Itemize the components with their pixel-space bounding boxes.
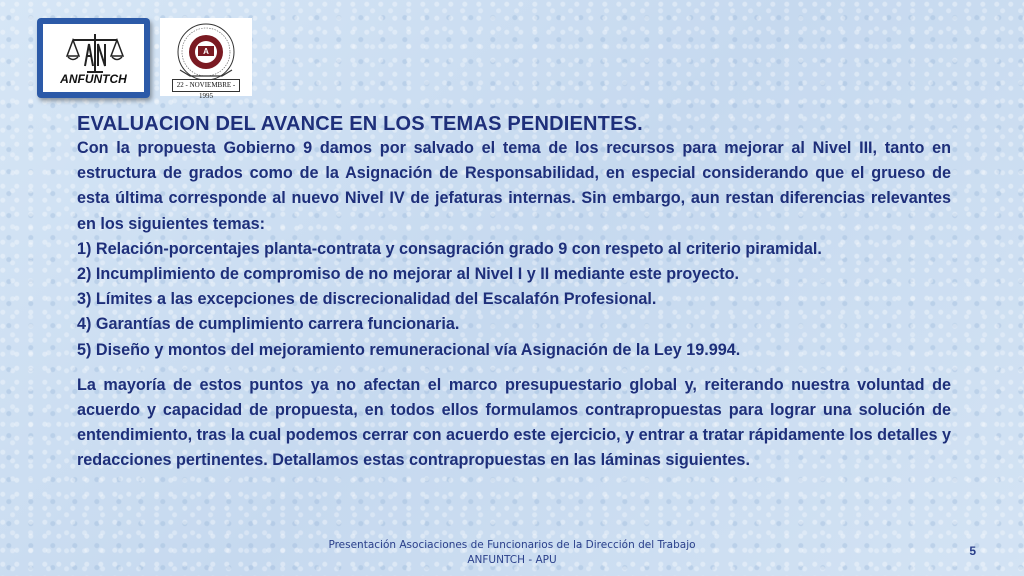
intro-paragraph: Con la propuesta Gobierno 9 damos por salvado el tema de los recursos para mejorar al Nivel III, tanto en estructura de grados como de la Asignación de Responsabilidad, en especial considerando que el grueso de esta última corresponde al nuevo Nivel IV de jefaturas internas. Sin embargo, aun restan diferencias relevantes en los siguientes temas: [77,139,951,233]
footer-line-1: Presentación Asociaciones de Funcionarios de la Dirección del Trabajo [328,539,696,551]
anfuntch-logo-text: ANFUNTCH [60,72,127,86]
page-number: 5 [969,544,976,558]
list-item: 2) Incumplimiento de compromiso de no mejorar al Nivel I y II mediante este proyecto. [77,265,740,284]
slide-title: EVALUACION DEL AVANCE EN LOS TEMAS PENDIENTES. [77,113,643,135]
svg-text:A: A [203,47,209,56]
apu-logo [160,18,252,100]
anfuntch-logo [37,18,150,98]
slide-content [77,112,951,474]
list-item: 4) Garantías de cumplimiento carrera funcionaria. [77,315,460,334]
apu-emblem-icon [160,18,252,84]
footer-line-2: ANFUNTCH - APU [467,554,557,566]
pending-topics-list [77,237,951,363]
list-item: 3) Límites a las excepciones de discrecionalidad del Escalafón Profesional. [77,290,657,309]
anfuntch-emblem-icon [65,30,125,76]
list-item: 5) Diseño y montos del mejoramiento remuneracional vía Asignación de la Ley 19.994. [77,340,741,359]
slide-footer [0,538,1024,568]
closing-paragraph: La mayoría de estos puntos ya no afectan el marco presupuestario global y, reiterando nuestra voluntad de acuerdo y capacidad de propuesta, en todos ellos formulamos contrapropuestas para lograr una solución de entendimiento, tras la cual podemos cerrar con acuerdo este ejercicio, y entrar a tratar rápidamente los detalles y redacciones pertinentes. Detallamos estas contrapropuestas en las láminas siguientes. [77,375,951,470]
list-item: 1) Relación-porcentajes planta-contrata y consagración grado 9 con respeto al criterio piramidal. [77,239,822,258]
apu-founding-date: 22 - NOVIEMBRE - 1995 [172,79,240,92]
